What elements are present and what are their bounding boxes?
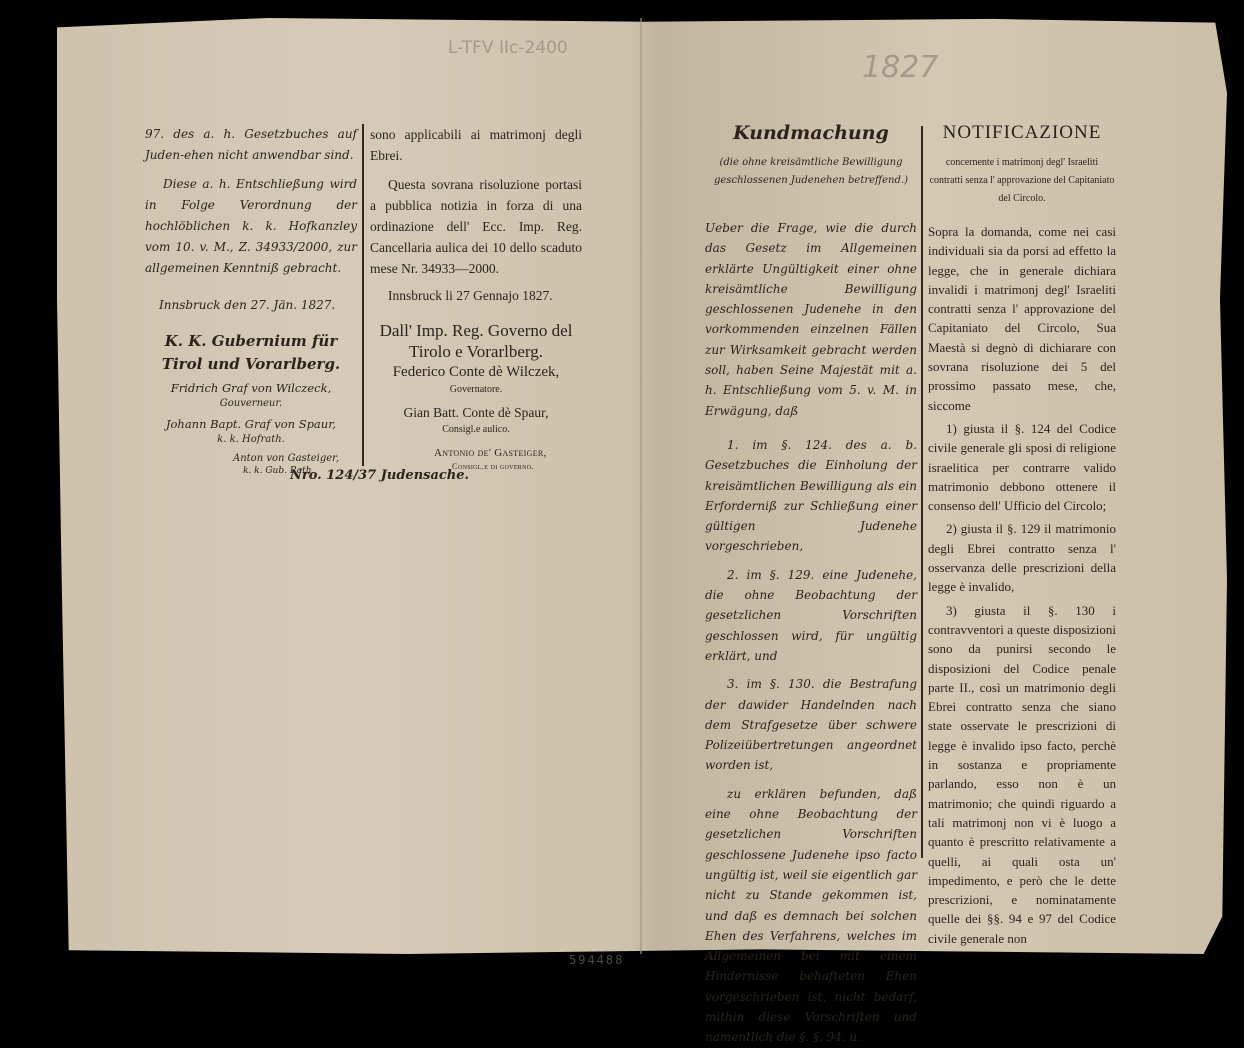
left-german-sig3-title: k. k. Gub. Rath. (243, 466, 315, 476)
left-german-sig1-name: Fridrich Graf von Wilczeck, (170, 381, 332, 395)
left-italian-date: Innsbruck li 27 Gennajo 1827. (388, 288, 553, 303)
right-german-title: Kundmachung (733, 122, 889, 144)
right-italian-item2: 2) giusta il §. 129 il matrimonio degli Ebrei contratto senza l' osservanza delle prescrizioni della legge è invalido, (928, 521, 1116, 595)
right-column-rule (921, 126, 923, 858)
right-german-intro: Ueber die Frage, wie die durch das Gesetz im Allgemeinen erklärte Ungültigkeit einer ohne kreisämtliche Bewilligung geschlossenen Judenehe in den vorkommenden einzelnen Fällen zur Wirksamkeit gebracht werden soll, haben Seine Majestät mit a. h. Entschließung vom 5. v. M. in Erwägung, daß (705, 221, 917, 418)
left-german-date: Innsbruck den 27. Jän. 1827. (159, 298, 336, 312)
right-italian-title: NOTIFICAZIONE (942, 122, 1102, 143)
left-italian-sig1-name: Federico Conte dè Wilczek, (392, 364, 560, 380)
left-german-sig2-title: k. k. Hofrath. (217, 434, 285, 445)
left-german-p1: 97. des a. h. Gesetzbuches auf Juden-ehen nicht anwendbar sind. (145, 127, 357, 162)
left-italian-sig3-title: Consigl.e di governo. (452, 461, 534, 471)
left-italian-authority: Dall' Imp. Reg. Governo del Tirolo e Vorarlberg. (379, 321, 573, 361)
left-italian-sig3-name: Antonio de' Gasteiger, (434, 447, 547, 459)
right-german-conclusion: zu erklären befunden, daß eine ohne Beobachtung der gesetzlichen Vorschriften geschlossene Judenehe ipso facto ungültig ist, weil sie eigentlich gar nicht zu Stande gekommen ist, und daß es demnach bei solchen Ehen des Verfahrens, welches im Allgemeinen bei mit einem Hindernisse behafteten Ehen vorgeschrieben ist, nicht bedarf, mithin diese Vorschriften und namentlich die §. §. 94. u. (705, 786, 917, 1045)
left-german-sig3-name: Anton von Gasteiger, (233, 453, 340, 464)
left-german-p2: Diese a. h. Entschließung wird in Folge Verordnung der hochlöblichen k. k. Hofkanzley vom 10. v. M., Z. 34933/2000, zur allgemeinen Kenntniß gebracht. (145, 177, 357, 275)
right-italian-subtitle: concernente i matrimonj degl' Israeliti contratti senza l' approvazione del Capitaniato del Circolo. (929, 157, 1115, 204)
pencil-year: 1827 (862, 50, 939, 85)
center-fold (640, 18, 642, 954)
left-german-column (145, 124, 357, 477)
right-italian-column (928, 118, 1116, 948)
left-italian-sig1-title: Governatore. (449, 384, 503, 395)
left-german-sig2-name: Johann Bapt. Graf von Spaur, (165, 417, 337, 431)
left-italian-p1: sono applicabili ai matrimonj degli Ebrei. (370, 127, 582, 163)
left-italian-sig2-name: Gian Batt. Conte dè Spaur, (403, 405, 549, 420)
right-italian-item1: 1) giusta il §. 124 del Codice civile generale gli sposi di religione israelitica per contrarre valido matrimonio debbono ottenere il consenso dell' Ufficio del Circolo; (928, 420, 1116, 514)
right-italian-intro: Sopra la domanda, come nei casi individuali sia da porsi ad effetto la legge, che in generale dichiara invalidi i matrimonj degl' Israeliti contratti senza l' approvazione del Capitaniato del Circolo, Sua Maestà si degnò di dichiarare con sovrana risoluzione dei 5 del prossimo passato mese, che, siccome (928, 224, 1116, 413)
left-german-authority: K. K. Gubernium für Tirol und Vorarlberg. (161, 332, 341, 373)
right-german-subtitle: (die ohne kreisämtliche Bewilligung geschlossenen Judenehen betreffend.) (714, 157, 908, 186)
left-column-rule (362, 124, 364, 466)
right-german-item3: 3. im §. 130. die Bestrafung der dawider Handelnden nach dem Strafgesetze über schwere Polizeiübertretungen angeordnet worden ist, (705, 677, 917, 773)
inventory-stamp: 594488 (569, 953, 625, 967)
document-number: Nro. 124/37 Judensache. (290, 468, 470, 483)
left-italian-sig2-title: Consigl.e aulico. (442, 424, 510, 435)
right-german-item1: 1. im §. 124. des a. b. Gesetzbuches die Einholung der kreisämtlichen Bewilligung als ein Erforderniß zur Schließung einer gültigen Judenehe vorgeschrieben, (705, 437, 917, 554)
right-german-item2: 2. im §. 129. eine Judenehe, die ohne Beobachtung der gesetzlichen Vorschriften geschlossen wird, für ungültig erklärt, und (705, 567, 917, 663)
left-italian-column (370, 124, 582, 472)
left-german-sig1-title: Gouverneur. (219, 398, 283, 409)
right-italian-item3: 3) giusta il §. 130 i contravventori a queste disposizioni sono da punirsi secondo le disposizioni del Codice penale parte II., così un matrimonio degli Ebrei contratto senza che siano state osservate le prescrizioni di legge è invalido ipso facto, perchè in sostanza e propriamente parlando, esso non è un matrimonio; che quindi riguardo a tali matrimonj non vi è luogo a quanto è prescritto relativamente a quelli, ai quali osta un' impedimento, e però che le dette prescrizioni, e nominatamente quelle dei §§. 94 e 97 del Codice civile generale non (928, 602, 1116, 946)
pencil-shelfmark: L-TFV IIc-2400 (448, 38, 568, 58)
left-italian-p2: Questa sovrana risoluzione portasi a pubblica notizia in forza di una ordinazione dell' Ecc. Imp. Reg. Cancellaria aulica dei 10 dello scaduto mese Nr. 34933—2000. (370, 177, 582, 276)
right-german-column (705, 118, 917, 1048)
